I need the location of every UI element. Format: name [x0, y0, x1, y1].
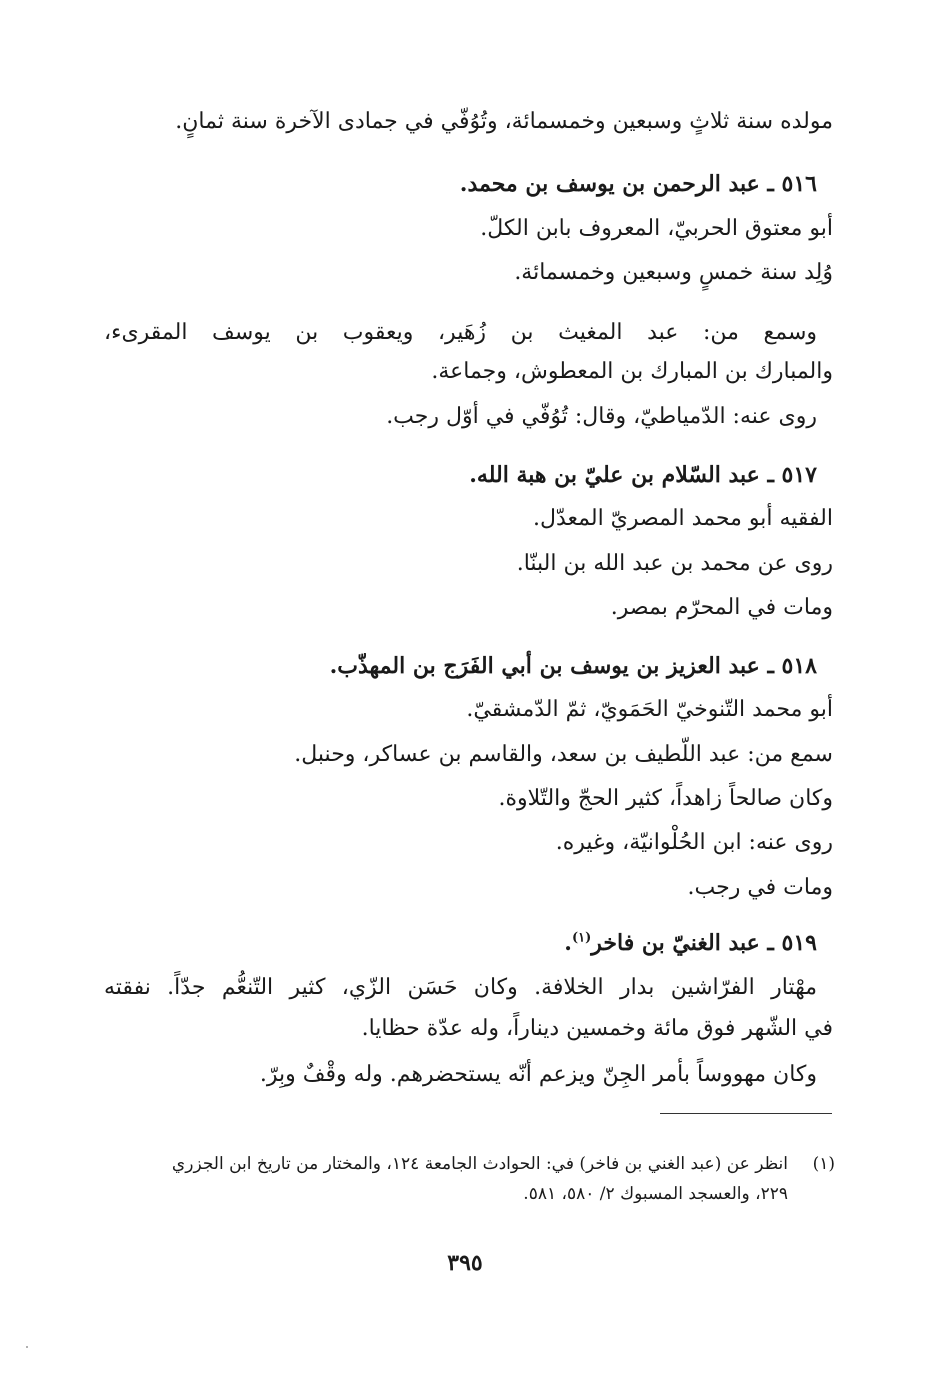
- entry-heading-518: ٥١٨ ـ عبد العزيز بن يوسف بن أبي الفَرَج بن المهذّب.: [329, 653, 817, 679]
- text-line: سمع من: عبد اللّطيف بن سعد، والقاسم بن عساكر، وحنبل.: [294, 742, 833, 767]
- entry-heading-517: ٥١٧ ـ عبد السّلام بن عليّ بن هبة الله.: [469, 462, 817, 488]
- footnote-reference[interactable]: (١): [571, 930, 592, 946]
- heading-text: ٥١٩ ـ عبد الغنيّ بن فاخر: [591, 930, 817, 956]
- text-line: وكان مهووساً بأمر الجِنّ ويزعم أنّه يستحضرهم. وله وقْفٌ وبِرّ.: [259, 1062, 817, 1087]
- entry-heading-519: [564, 928, 817, 958]
- text-line: وكان صالحاً زاهداً، كثير الحجّ والتّلاوة.: [498, 786, 833, 811]
- text-line: في الشّهر فوق مائة وخمسين ديناراً، وله عدّة حظايا.: [361, 1016, 833, 1041]
- text-line: الفقيه أبو محمد المصريّ المعدّل.: [533, 506, 833, 531]
- text-line: ومات في المحرّم بمصر.: [610, 595, 833, 620]
- text-line: روى عنه: ابن الحُلْوانيّة، وغيره.: [555, 830, 833, 855]
- page-number: ٣٩٥: [447, 1250, 483, 1276]
- text-line: والمبارك بن المبارك بن المعطوش، وجماعة.: [431, 359, 833, 384]
- footnote-line: انظر عن (عبد الغني بن فاخر) في: الحوادث الجامعة ١٢٤، والمختار من تاريخ ابن الجزري: [171, 1154, 788, 1174]
- footnote-separator: [660, 1113, 832, 1114]
- footnote-line: ٢٢٩، والعسجد المسبوك ٢/ ٥٨٠، ٥٨١.: [523, 1184, 788, 1204]
- heading-period: .: [564, 930, 572, 956]
- text-line: روى عنه: الدّمياطيّ، وقال: تُوُفّي في أوّل رجب.: [386, 404, 817, 429]
- text-line: روى عن محمد بن عبد الله بن البنّا.: [516, 551, 833, 576]
- footnote-marker: (١): [812, 1154, 835, 1174]
- text-line: مهْتار الفرّاشين بدار الخلافة. وكان حَسَن الزّي، كثير التّنعُّم جدّاً. نفقته: [104, 975, 817, 1000]
- text-line: مولده سنة ثلاثٍ وسبعين وخمسمائة، وتُوُفّي في جمادى الآخرة سنة ثمانٍ.: [175, 109, 833, 134]
- text-line: وسمع من: عبد المغيث بن زُهَير، ويعقوب بن يوسف المقرىء،: [104, 320, 817, 345]
- entry-heading-516: ٥١٦ ـ عبد الرحمن بن يوسف بن محمد.: [459, 171, 817, 197]
- text-line: ومات في رجب.: [687, 875, 833, 900]
- scan-speck: [26, 1346, 28, 1348]
- text-line: أبو معتوق الحربيّ، المعروف بابن الكلّ.: [480, 216, 833, 241]
- text-line: أبو محمد التّنوخيّ الحَمَويّ، ثمّ الدّمشقيّ.: [466, 697, 833, 722]
- text-line: وُلِد سنة خمسٍ وسبعين وخمسمائة.: [514, 260, 833, 285]
